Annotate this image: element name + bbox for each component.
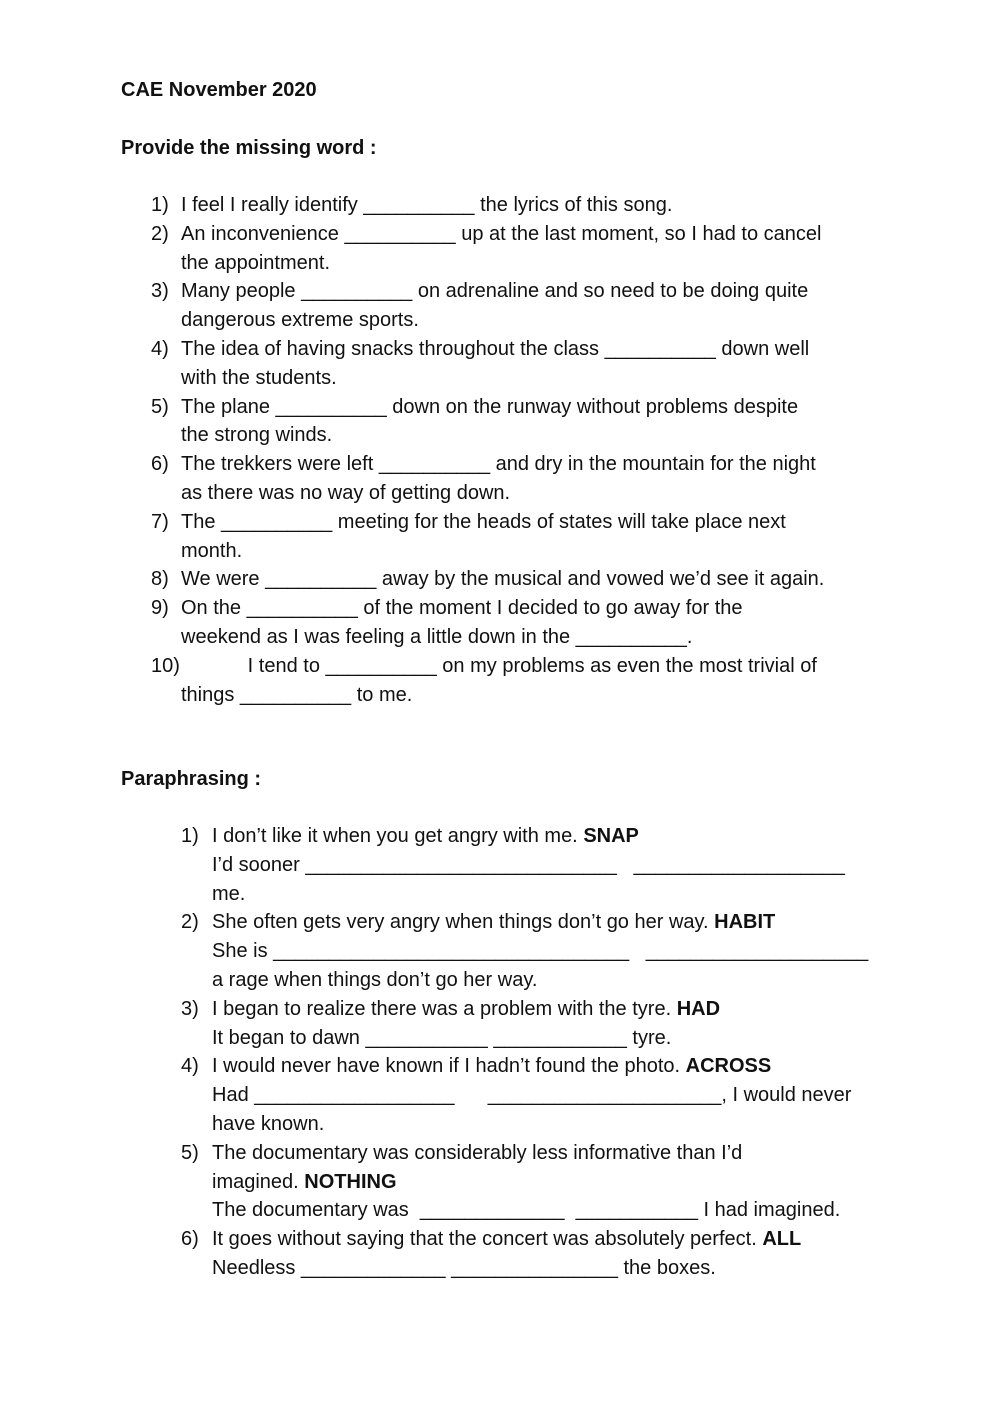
answer-line: She is ________________________________ ____________________ — [212, 940, 869, 963]
question-text-line: An inconvenience __________ up at the last moment, so I had to cancel — [181, 222, 822, 245]
question-number: 6) — [181, 1228, 199, 1251]
question-number: 5) — [151, 395, 169, 418]
question-prompt — [212, 1168, 882, 1197]
paraphrasing-question-3 — [181, 995, 882, 1053]
question-number: 7) — [151, 510, 169, 533]
question-text-line: We were __________ away by the musical and vowed we’d see it again. — [181, 568, 825, 591]
prompt-text: I began to realize there was a problem with the tyre. — [212, 997, 677, 1020]
paraphrasing-question-4 — [181, 1052, 882, 1138]
paraphrasing-question-2 — [181, 908, 882, 994]
answer-line: a rage when things don’t go her way. — [212, 968, 538, 991]
question-text-line: The plane __________ down on the runway without problems despite — [181, 395, 799, 418]
question-text-line: weekend as I was feeling a little down in the __________. — [181, 625, 693, 648]
prompt-text: She often gets very angry when things don’t go her way. — [212, 911, 715, 934]
question-text-line: The idea of having snacks throughout the class __________ down well — [181, 337, 810, 360]
answer-line: I’d sooner ____________________________ ___________________ — [212, 853, 845, 876]
paraphrasing-question-5 — [181, 1139, 882, 1225]
answer-line: It began to dawn ___________ ____________ tyre. — [212, 1026, 672, 1049]
paraphrasing-question-list — [181, 822, 882, 1283]
question-text-line: the strong winds. — [181, 424, 333, 447]
keyword: SNAP — [583, 825, 639, 847]
keyword: ACROSS — [685, 1055, 772, 1078]
question-number: 3) — [181, 997, 199, 1020]
fill-question-7 — [151, 508, 881, 566]
question-text-line: with the students. — [181, 366, 337, 389]
fill-question-9 — [151, 594, 881, 652]
answer-line: have known. — [212, 1112, 325, 1135]
question-prompt — [212, 1225, 882, 1254]
question-number: 4) — [181, 1055, 199, 1078]
question-number: 2) — [181, 911, 199, 934]
question-prompt — [212, 908, 882, 937]
prompt-text: It goes without saying that the concert was absolutely perfect. — [212, 1228, 763, 1251]
paraphrasing-question-1 — [181, 822, 882, 908]
fill-section-heading: Provide the missing word : — [121, 137, 377, 159]
question-number: 1) — [151, 194, 169, 216]
question-text-line: things __________ to me. — [181, 683, 413, 706]
question-text-line: On the __________ of the moment I decided to go away for the — [181, 597, 743, 620]
question-number: 10) — [151, 654, 180, 677]
question-text-line: I tend to __________ on my problems as even the most trivial of — [181, 654, 817, 677]
fill-question-5 — [151, 393, 881, 451]
question-prompt — [212, 822, 882, 851]
prompt-text: I don’t like it when you get angry with me. — [212, 825, 584, 847]
question-text-line: Many people __________ on adrenaline and so need to be doing quite — [181, 280, 809, 303]
fill-question-1 — [151, 191, 881, 220]
fill-question-8 — [151, 565, 881, 594]
fill-question-6 — [151, 450, 881, 508]
question-text-line: The __________ meeting for the heads of states will take place next — [181, 510, 786, 533]
prompt-text: I would never have known if I hadn’t found the photo. — [212, 1055, 686, 1078]
keyword: HABIT — [714, 911, 776, 934]
fill-question-10 — [151, 652, 881, 710]
question-prompt — [212, 1052, 882, 1081]
prompt-text: imagined. — [212, 1170, 305, 1193]
question-text-line: dangerous extreme sports. — [181, 309, 419, 332]
question-number: 3) — [151, 280, 169, 303]
paraphrasing-question-6 — [181, 1225, 882, 1283]
question-number: 4) — [151, 337, 169, 360]
paraphrasing-section-heading: Paraphrasing : — [121, 768, 262, 790]
fill-question-list — [151, 191, 881, 709]
question-text-line: The trekkers were left __________ and dry in the mountain for the night — [181, 453, 816, 476]
answer-line: me. — [212, 882, 246, 905]
fill-question-2 — [151, 220, 881, 278]
question-number: 1) — [181, 825, 199, 847]
keyword: ALL — [762, 1228, 802, 1251]
question-number: 6) — [151, 453, 169, 476]
question-text-line: the appointment. — [181, 251, 330, 274]
question-text-line: month. — [181, 539, 243, 562]
fill-question-4 — [151, 335, 881, 393]
answer-line: The documentary was _____________ ___________ I had imagined. — [212, 1199, 841, 1222]
question-prompt — [212, 995, 882, 1024]
answer-line: Needless _____________ _______________ the boxes. — [212, 1256, 716, 1279]
fill-question-3 — [151, 277, 881, 335]
keyword: HAD — [676, 997, 721, 1020]
question-number: 8) — [151, 568, 169, 591]
question-number: 5) — [181, 1141, 199, 1164]
document-title: CAE November 2020 — [121, 79, 317, 101]
question-prompt: The documentary was considerably less informative than I’d — [212, 1141, 743, 1164]
question-text-line: as there was no way of getting down. — [181, 481, 511, 504]
question-number: 9) — [151, 597, 169, 620]
question-text-line: I feel I really identify __________ the lyrics of this song. — [181, 194, 673, 216]
keyword: NOTHING — [304, 1170, 397, 1193]
answer-line: Had __________________ _____________________, I would never — [212, 1084, 852, 1107]
question-number: 2) — [151, 222, 169, 245]
